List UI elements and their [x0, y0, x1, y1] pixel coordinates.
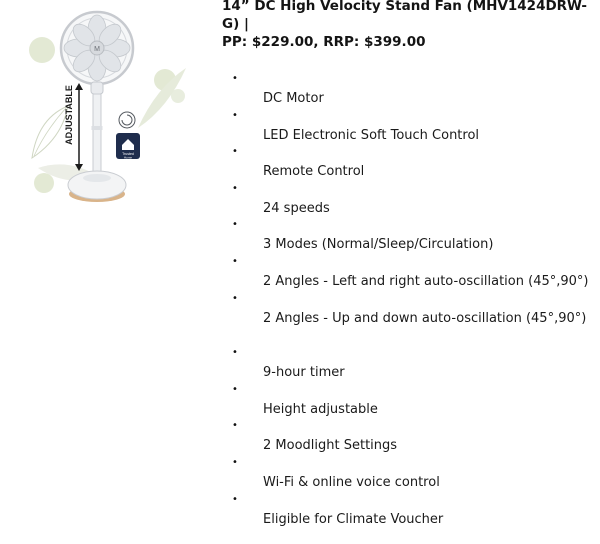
feature-text: Height adjustable — [263, 401, 378, 417]
fan-head — [61, 12, 133, 84]
feature-text: Eligible for Climate Voucher — [263, 511, 444, 527]
list-item — [232, 109, 592, 146]
bullet-icon: • — [232, 73, 238, 84]
leaf-shape — [34, 108, 66, 156]
bullet-icon: • — [232, 383, 238, 395]
feature-text: LED Electronic Soft Touch Control — [263, 127, 480, 143]
bullet-icon: • — [232, 146, 238, 158]
list-item — [232, 72, 592, 109]
list-item — [232, 182, 592, 219]
fan-brand-mark: M — [94, 46, 100, 53]
trusted-badge-label: Trusted — [122, 152, 134, 156]
feature-text: 3 Modes (Normal/Sleep/Circulation) — [263, 237, 494, 253]
feature-text: 2 Moodlight Settings — [263, 438, 398, 454]
bullet-icon: • — [232, 292, 238, 304]
fan-pole — [93, 94, 101, 174]
list-item — [232, 255, 592, 292]
rotation-icon — [119, 112, 135, 128]
list-item — [232, 346, 592, 383]
feature-text: DC Motor — [263, 91, 324, 106]
leaf-shape — [32, 106, 68, 158]
list-item — [232, 292, 592, 347]
bullet-icon: • — [232, 255, 238, 267]
adjustable-indicator — [64, 83, 83, 171]
product-title-line: 14” DC High Velocity Stand Fan (MHV1424DRW-G) | — [222, 0, 587, 32]
adjustable-label: ADJUSTABLE — [64, 85, 74, 145]
arrow-up-icon — [75, 83, 83, 90]
product-title — [222, 0, 594, 51]
leaf-blob — [34, 173, 54, 193]
bullet-icon: • — [232, 219, 238, 231]
trusted-badge — [116, 133, 140, 160]
feature-text: Remote Control — [263, 164, 365, 180]
feature-text: 2 Angles - Left and right auto-oscillation (45°,90°) — [263, 273, 589, 289]
bullet-icon: • — [232, 182, 238, 194]
feature-list — [232, 72, 592, 529]
fan-pole-joint — [92, 126, 103, 130]
list-item — [232, 419, 592, 456]
list-item — [232, 493, 592, 530]
trusted-badge-sub: Home — [123, 155, 133, 160]
feature-text: Wi-Fi & online voice control — [263, 474, 440, 490]
product-image — [28, 8, 188, 208]
fan-base-top — [83, 174, 111, 182]
bullet-icon: • — [232, 109, 238, 121]
bullet-icon: • — [232, 420, 238, 432]
fan-neck — [91, 82, 103, 94]
rotation-icon-ring — [119, 112, 135, 128]
list-item — [232, 456, 592, 493]
product-price-line: PP: $229.00, RRP: $399.00 — [222, 34, 426, 50]
list-item — [232, 145, 592, 182]
feature-text: 2 Angles - Up and down auto-oscillation (45°,90°) — [263, 310, 587, 326]
feature-text: 24 speeds — [263, 200, 330, 216]
bullet-icon: • — [232, 347, 238, 359]
leaf-blob — [29, 37, 55, 63]
list-item — [232, 383, 592, 420]
list-item — [232, 218, 592, 255]
feature-text: 9-hour timer — [263, 365, 345, 381]
bullet-icon: • — [232, 493, 238, 505]
bullet-icon: • — [232, 456, 238, 468]
